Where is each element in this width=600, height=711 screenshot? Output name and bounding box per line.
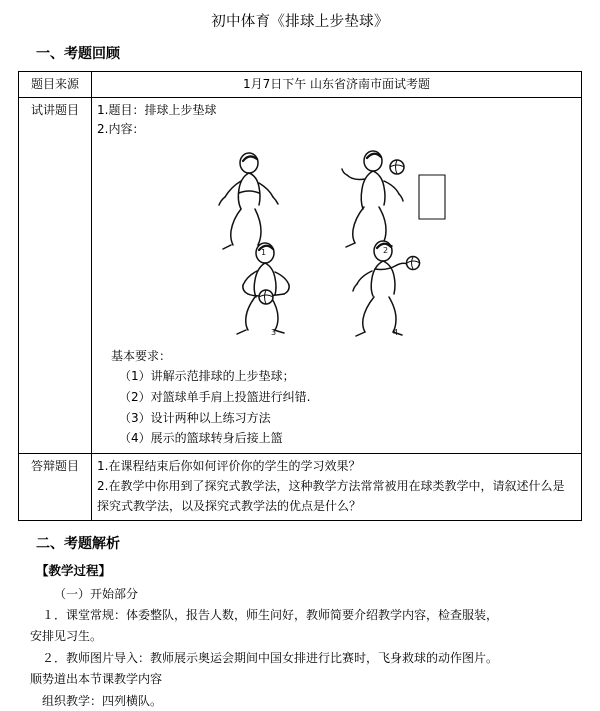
qa-label-cell: 答辩题目 bbox=[19, 453, 92, 521]
figure-number-4: 4 bbox=[392, 327, 398, 337]
teaching-process-title: 【教学过程】 bbox=[36, 563, 112, 579]
figure-number-3: 3 bbox=[270, 327, 276, 337]
source-value-cell: 1月7日下午 山东省济南市面试考题 bbox=[92, 72, 582, 98]
qa-line: 探究式教学法，以及探究式教学法的优点是什么？ bbox=[97, 499, 362, 514]
topic-label-cell: 试讲题目 bbox=[19, 97, 92, 453]
volleyball-step-bump-pass-icon bbox=[187, 143, 487, 337]
analysis-line: １．课堂常规：体委整队，报告人数，师生问好，教师简要介绍教学内容，检查服装， bbox=[42, 608, 499, 622]
figure-number-2: 2 bbox=[382, 245, 388, 255]
requirements-list bbox=[97, 367, 576, 447]
exam-question-table bbox=[18, 71, 582, 521]
qa-line: 1.在课程结束后你如何评价你的学生的学习效果？ bbox=[97, 458, 361, 473]
requirements-title: 基本要求： bbox=[111, 348, 172, 363]
volleyball-illustration bbox=[97, 143, 576, 339]
table-row bbox=[19, 453, 582, 521]
qa-content-cell bbox=[92, 453, 582, 521]
requirement-item: （3）设计两种以上练习方法 bbox=[119, 410, 271, 425]
source-label-cell: 题目来源 bbox=[19, 72, 92, 98]
qa-line: 2.在教学中你用到了探究式教学法，这种教学方法常常被用在球类教学中，请叙述什么是 bbox=[97, 478, 565, 493]
analysis-line: 安排见习生。 bbox=[30, 629, 103, 644]
analysis-body bbox=[18, 561, 582, 711]
table-row bbox=[19, 97, 582, 453]
topic-lines bbox=[97, 101, 576, 139]
requirement-item: （2）对篮球单手肩上投篮进行纠错. bbox=[119, 389, 311, 404]
figure-number-1: 1 bbox=[260, 247, 266, 257]
topic-content-cell bbox=[92, 97, 582, 453]
qa-lines bbox=[97, 457, 576, 517]
requirement-item: （1）讲解示范排球的上步垫球； bbox=[119, 369, 295, 384]
analysis-line: ２．教师图片导入：教师展示奥运会期间中国女排进行比赛时，飞身救球的动作图片。 bbox=[42, 650, 499, 665]
topic-line-2: 2.内容： bbox=[97, 122, 145, 137]
part-one-title: （一）开始部分 bbox=[54, 586, 139, 601]
analysis-line: 顺势道出本节课教学内容 bbox=[30, 672, 163, 687]
page-title: 初中体育《排球上步垫球》 bbox=[211, 14, 389, 30]
document-page bbox=[0, 10, 600, 708]
section-heading-review: 一、考题回顾 bbox=[36, 46, 120, 62]
section-heading-analysis: 二、考题解析 bbox=[36, 536, 120, 553]
requirement-item: （4）展示的篮球转身后接上篮 bbox=[119, 431, 283, 446]
topic-line-1: 1.题目：排球上步垫球 bbox=[97, 102, 217, 117]
table-row bbox=[19, 72, 582, 98]
analysis-line: 组织教学：四列横队。 bbox=[42, 693, 163, 708]
